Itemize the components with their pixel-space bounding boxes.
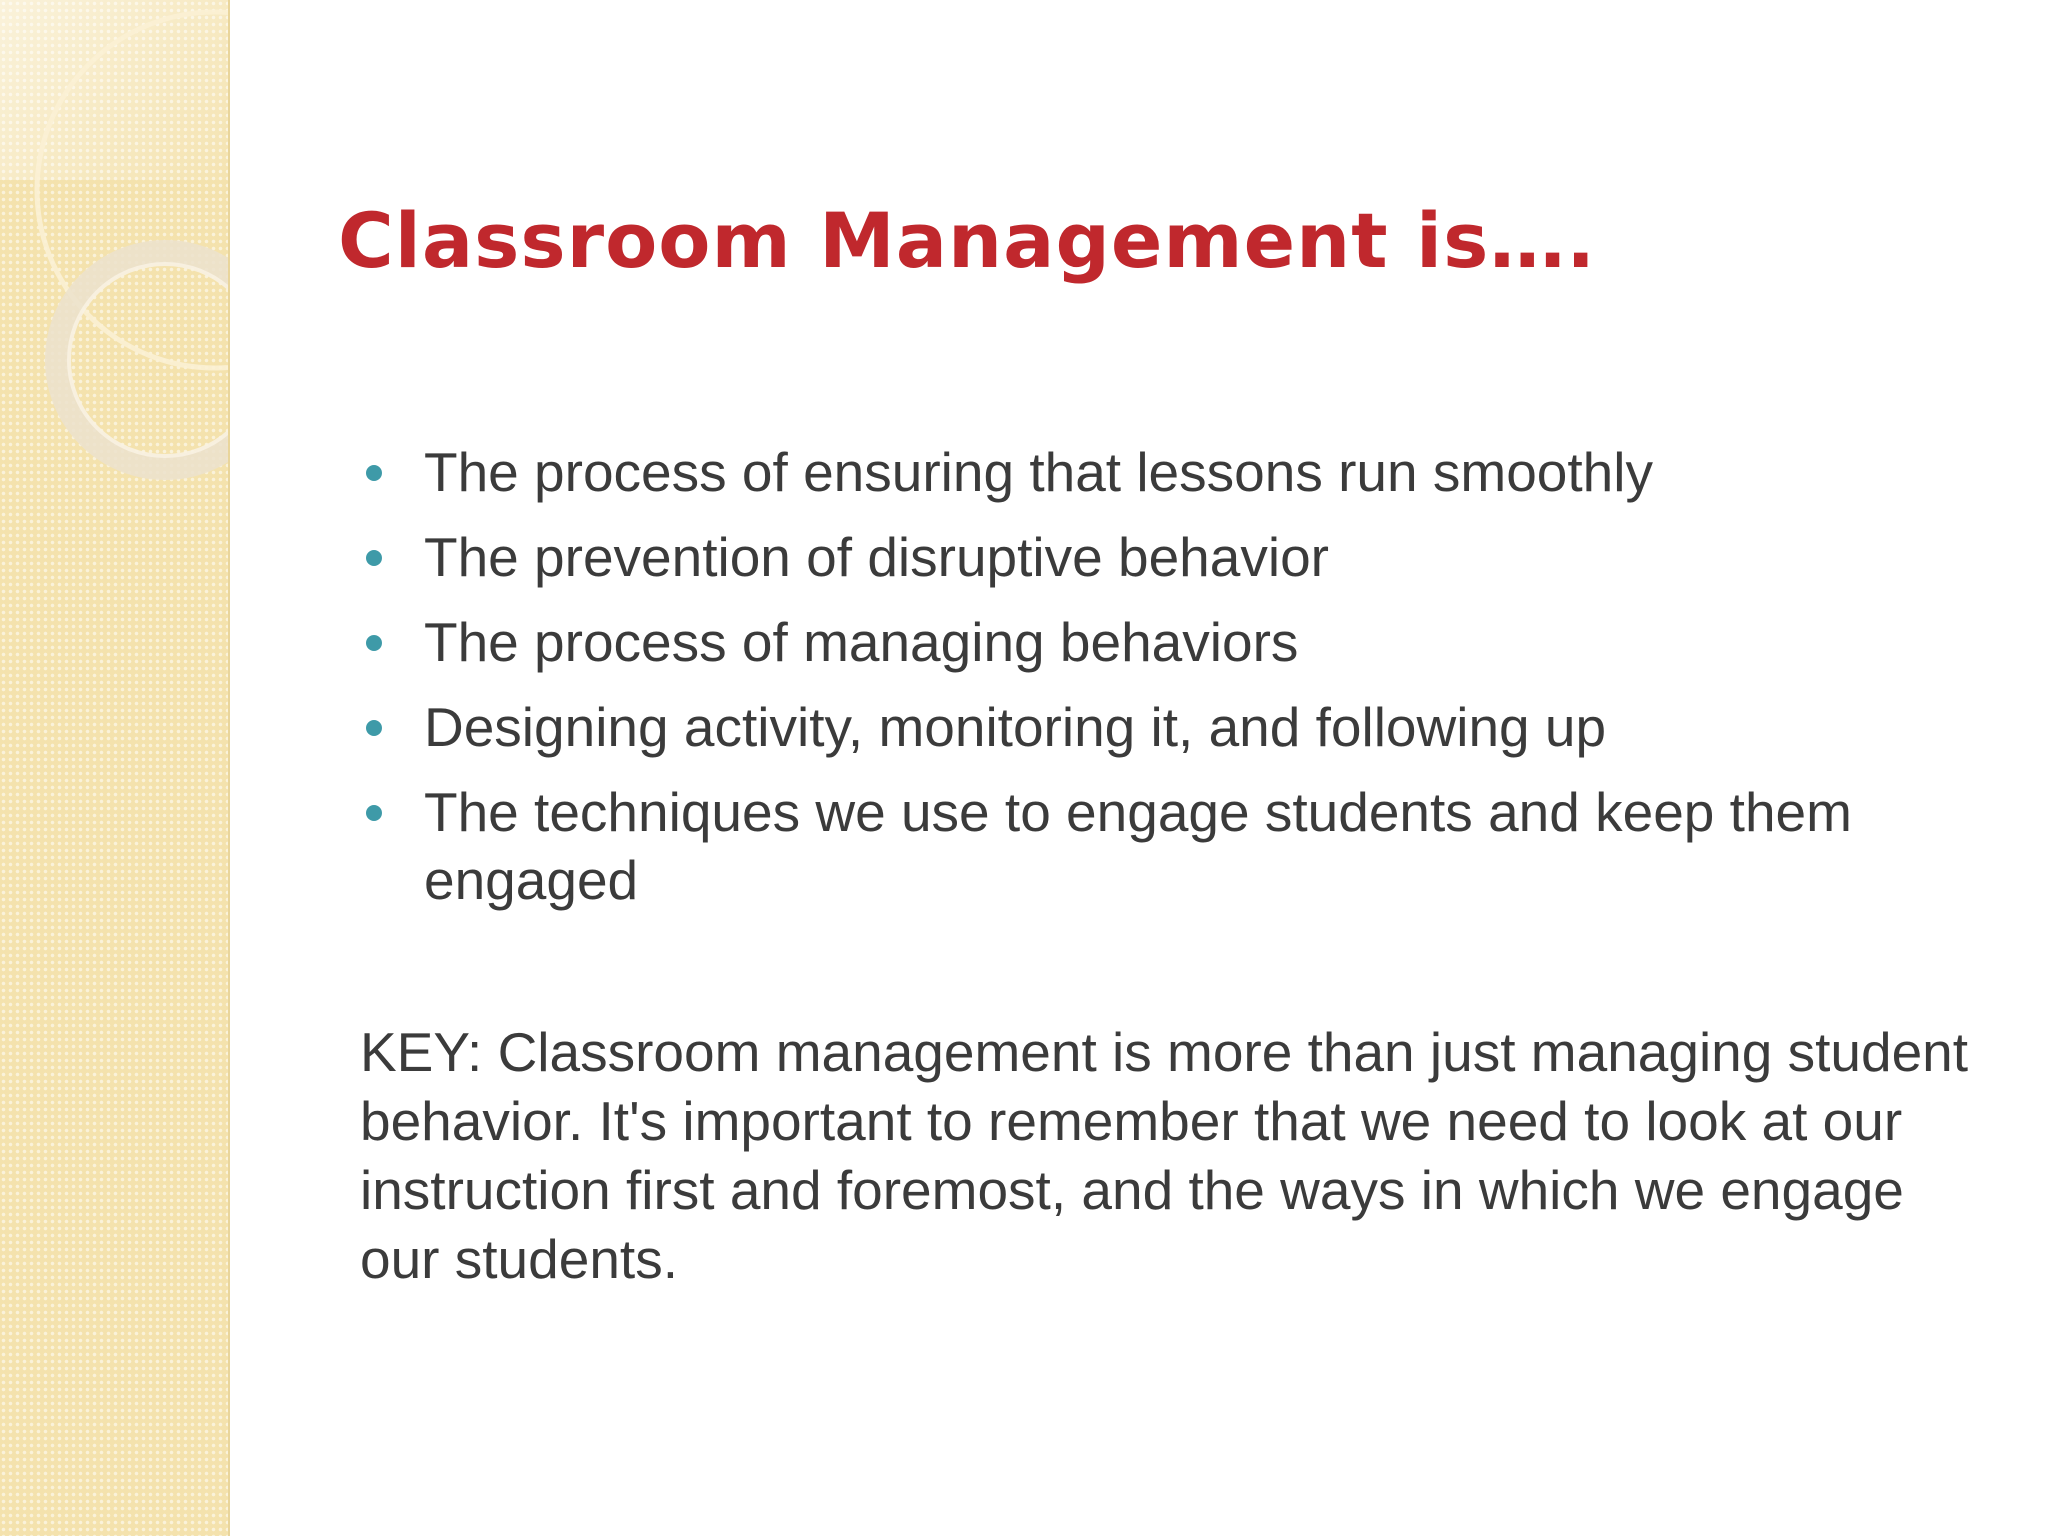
list-item	[352, 608, 1972, 676]
bullet-text: The techniques we use to engage students and keep them engaged	[424, 781, 1852, 911]
bullet-dot-icon	[366, 465, 382, 481]
bullet-list	[352, 438, 1972, 931]
bullet-dot-icon	[366, 720, 382, 736]
list-item	[352, 523, 1972, 591]
bullet-dot-icon	[366, 805, 382, 821]
decorative-side-panel	[0, 0, 230, 1536]
list-item	[352, 438, 1972, 506]
bullet-text: The process of ensuring that lessons run smoothly	[424, 441, 1653, 503]
bullet-dot-icon	[366, 550, 382, 566]
bullet-text: Designing activity, monitoring it, and following up	[424, 696, 1607, 758]
key-paragraph: KEY: Classroom management is more than just managing student behavior. It's important to remember that we need to look at our instruction first and foremost, and the ways in which we engage our students.	[360, 1021, 1969, 1290]
list-item	[352, 693, 1972, 761]
bullet-dot-icon	[366, 635, 382, 651]
decorative-rings	[0, 0, 228, 520]
bullet-text: The prevention of disruptive behavior	[424, 526, 1329, 588]
slide-title: Classroom Management is….	[338, 196, 1597, 285]
list-item	[352, 778, 1972, 914]
bullet-text: The process of managing behaviors	[424, 611, 1299, 673]
